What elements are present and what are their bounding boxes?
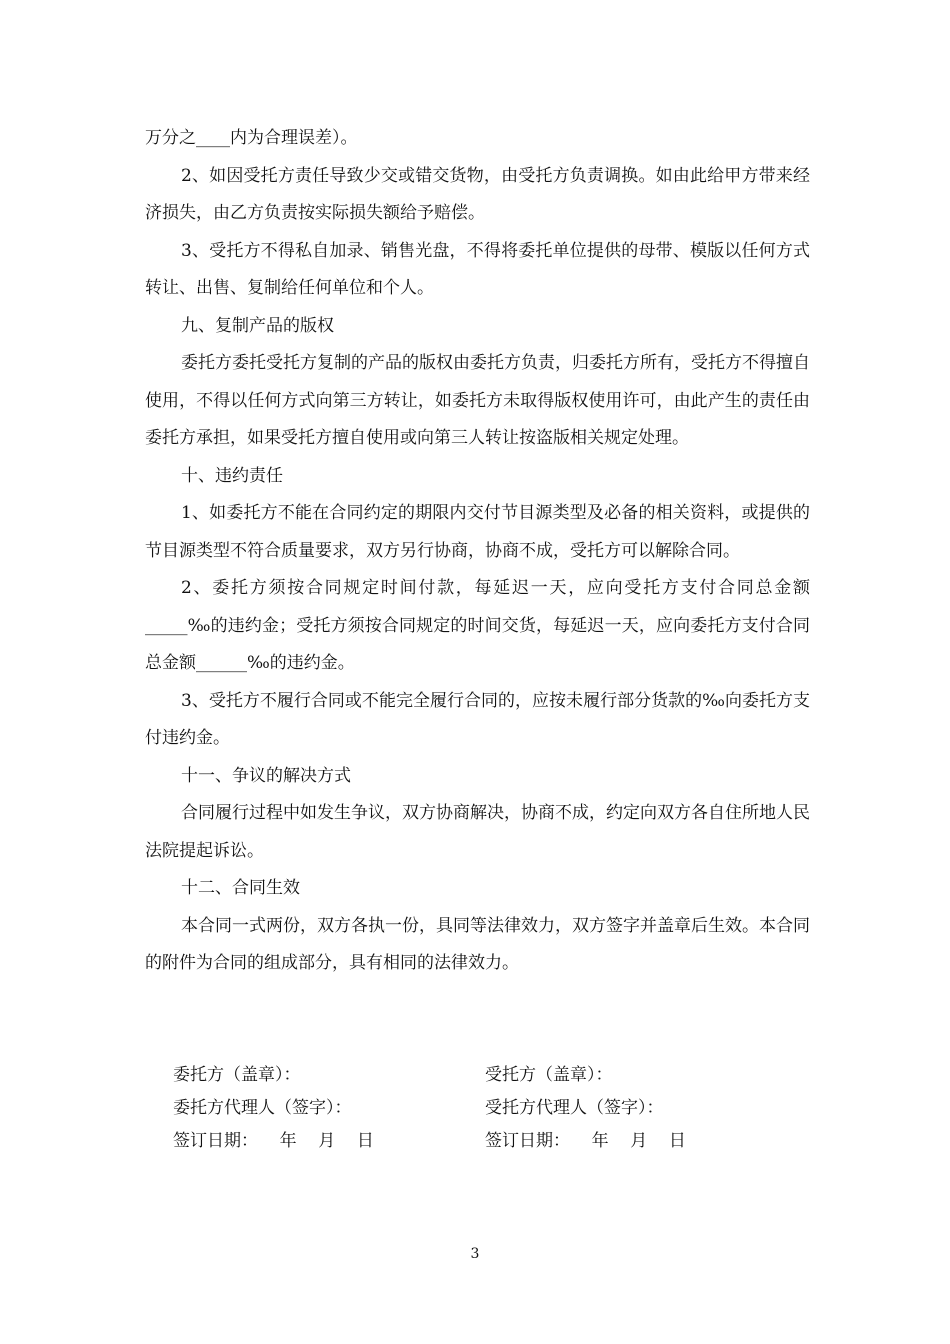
- clause-9-copyright: 委托方委托受托方复制的产品的版权由委托方负责，归委托方所有，受托方不得擅自使用，不得以任何方式向第三方转让，如委托方未取得版权使用许可，由此产生的责任由委托方承担，如果受托方擅自使用或向第三人转让按盗版相关规定处理。: [145, 353, 810, 448]
- signature-row-date: [173, 1125, 813, 1158]
- clause-8-2: 2、如因受托方责任导致少交或错交货物，由受托方负责调换。如由此给甲方带来经济损失，由乙方负责按实际损失额给予赔偿。: [145, 165, 810, 223]
- signature-row-agent: [173, 1092, 813, 1125]
- section-heading-10: 十、违约责任: [181, 465, 283, 486]
- contract-body: [145, 120, 810, 983]
- contractor-seal-label: 受托方（盖章）：: [485, 1065, 613, 1085]
- signature-block: [173, 1059, 813, 1158]
- clause-12-effect: 本合同一式两份，双方各执一份，具同等法律效力，双方签字并盖章后生效。本合同的附件为合同的组成部分，具有相同的法律效力。: [145, 915, 810, 973]
- client-agent-label: 委托方代理人（签字）：: [173, 1098, 352, 1118]
- clause-10-2: 2、委托方须按合同规定时间付款，每延迟一天，应向受托方支付合同总金额_____‰的违约金；受托方须按合同规定的时间交货，每延迟一天，应向委托方支付合同总金额______‰的违约金。: [145, 578, 810, 673]
- clause-8-3: 3、受托方不得私自加录、销售光盘，不得将委托单位提供的母带、模版以任何方式转让、出售、复制给任何单位和个人。: [145, 240, 810, 298]
- client-seal-label: 委托方（盖章）：: [173, 1065, 301, 1085]
- contractor-sign-date: 签订日期： 年 月 日: [485, 1131, 686, 1151]
- section-heading-9: 九、复制产品的版权: [181, 315, 334, 336]
- clause-10-1: 1、如委托方不能在合同约定的期限内交付节目源类型及必备的相关资料，或提供的节目源类型不符合质量要求，双方另行协商，协商不成，受托方可以解除合同。: [145, 503, 810, 561]
- clause-11-dispute: 合同履行过程中如发生争议，双方协商解决，协商不成，约定向双方各自住所地人民法院提起诉讼。: [145, 803, 810, 861]
- paragraph-continuation: 万分之____内为合理误差）。: [145, 128, 358, 148]
- contractor-agent-label: 受托方代理人（签字）：: [485, 1098, 664, 1118]
- client-sign-date: 签订日期： 年 月 日: [173, 1131, 374, 1151]
- signature-row-seal: [173, 1059, 813, 1092]
- section-heading-12: 十二、合同生效: [181, 878, 300, 898]
- section-heading-11: 十一、争议的解决方式: [181, 765, 351, 786]
- clause-10-3: 3、受托方不履行合同或不能完全履行合同的，应按未履行部分货款的‰向委托方支付违约金。: [145, 690, 810, 748]
- page-number: 3: [470, 1246, 480, 1262]
